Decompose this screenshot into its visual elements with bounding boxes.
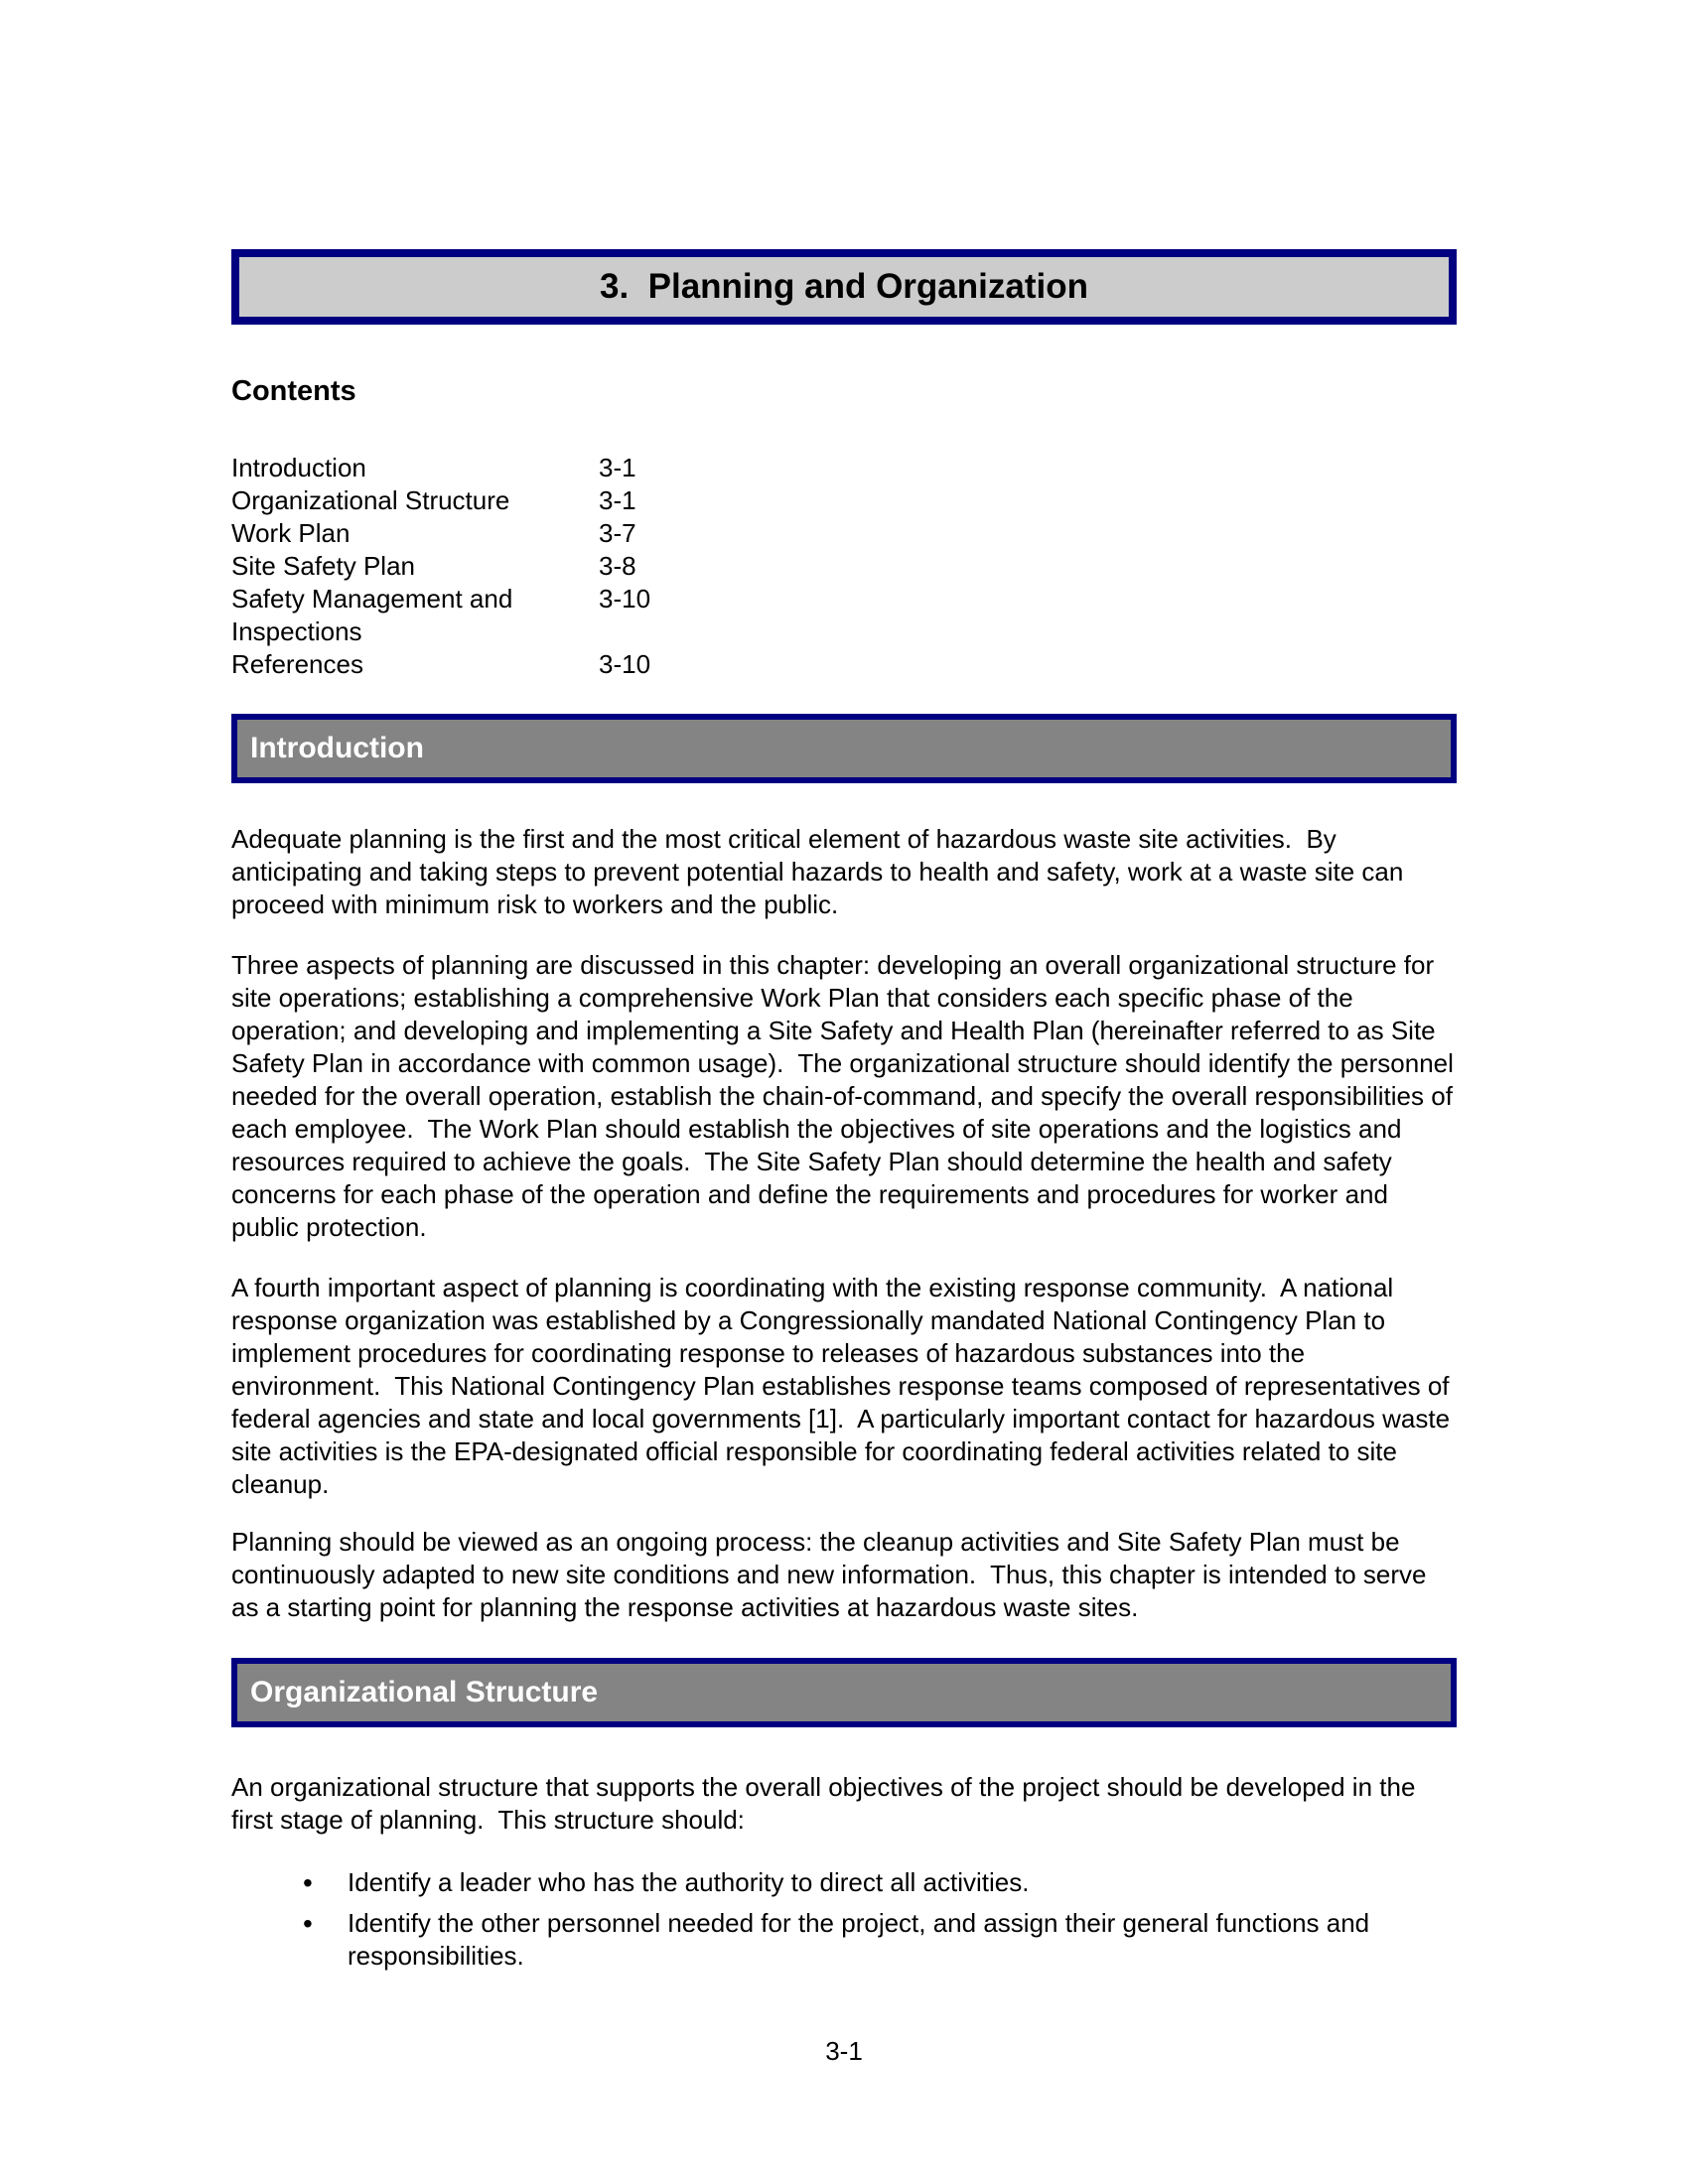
toc-row bbox=[231, 550, 1457, 583]
toc-entry-label: Site Safety Plan bbox=[231, 551, 415, 581]
toc-entry-page: 3-1 bbox=[599, 485, 636, 515]
toc-entry-page: 3-7 bbox=[599, 518, 636, 548]
paragraph: A fourth important aspect of planning is coordinating with the existing response community. A national response organization was established by a Congressionally mandated National Contingency Plan to implement procedures for coordinating response to releases of hazardous substances into the environment. This National Contingency Plan establishes response teams composed of representatives of federal agencies and state and local governments [1]. A particularly important contact for hazardous waste site activities is the EPA-designated official responsible for coordinating federal activities related to site cleanup. bbox=[231, 1273, 1458, 1499]
toc-entry-page: 3-8 bbox=[599, 551, 636, 581]
chapter-title-banner bbox=[231, 249, 1457, 325]
section-heading: Introduction bbox=[250, 732, 424, 764]
table-of-contents bbox=[231, 452, 1457, 681]
paragraph: An organizational structure that supports the overall objectives of the project should be developed in the first stage of planning. This structure should: bbox=[231, 1772, 1423, 1835]
toc-entry-label: References bbox=[231, 649, 363, 679]
toc-entry-label: Introduction bbox=[231, 453, 366, 482]
bullet-item: • Identify a leader who has the authority to direct all activities. bbox=[231, 1866, 1457, 1899]
toc-entry-label: Organizational Structure bbox=[231, 485, 510, 515]
toc-entry-label: Work Plan bbox=[231, 518, 351, 548]
paragraph: Adequate planning is the first and the most critical element of hazardous waste site activities. By anticipating and taking steps to prevent potential hazards to health and safety, work at a waste site can proceed with minimum risk to workers and the public. bbox=[231, 824, 1411, 919]
toc-row bbox=[231, 583, 1457, 648]
toc-row bbox=[231, 648, 1457, 681]
toc-row bbox=[231, 452, 1457, 484]
page-content bbox=[231, 0, 1462, 1973]
paragraph: Three aspects of planning are discussed in this chapter: developing an overall organizational structure for site operations; establishing a comprehensive Work Plan that considers each specific phase of the operation; and developing and implementing a Site Safety and Health Plan (hereinafter referred to as Site Safety Plan in accordance with common usage). The organizational structure should identify the personnel needed for the overall operation, establish the chain-of-command, and specify the overall responsibilities of each employee. The Work Plan should establish the objectives of site operations and the logistics and resources required to achieve the goals. The Site Safety Plan should determine the health and safety concerns for each phase of the operation and define the requirements and procedures for worker and public protection. bbox=[231, 950, 1462, 1242]
toc-row bbox=[231, 484, 1457, 517]
bullet-list bbox=[231, 1866, 1457, 1973]
toc-entry-page: 3-10 bbox=[599, 584, 651, 614]
section-heading: Organizational Structure bbox=[250, 1676, 599, 1708]
toc-row bbox=[231, 517, 1457, 550]
paragraph: Planning should be viewed as an ongoing process: the cleanup activities and Site Safety Plan must be continuously adapted to new site conditions and new information. Thus, this chapter is intended to serve as a starting point for planning the response activities at hazardous waste sites. bbox=[231, 1527, 1434, 1622]
contents-heading: Contents bbox=[231, 375, 356, 407]
page-number: 3-1 bbox=[825, 2036, 863, 2066]
chapter-title: 3. Planning and Organization bbox=[600, 267, 1088, 306]
toc-entry-page: 3-10 bbox=[599, 649, 651, 679]
toc-entry-page: 3-1 bbox=[599, 453, 636, 482]
section-header-organizational-structure bbox=[231, 1658, 1457, 1727]
toc-entry-label: Safety Management and Inspections bbox=[231, 584, 513, 646]
section-header-introduction bbox=[231, 714, 1457, 783]
bullet-item: • Identify the other personnel needed for the project, and assign their general functions and responsibilities. bbox=[231, 1907, 1457, 1973]
